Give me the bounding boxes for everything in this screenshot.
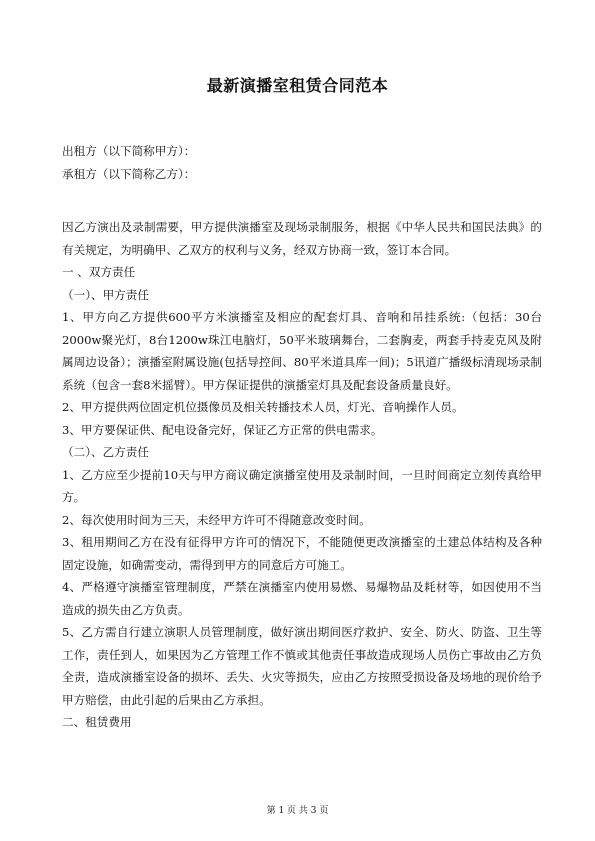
document-body <box>62 140 542 734</box>
clause-b2: 2、每次使用时间为三天，未经甲方许可不得随意改变时间。 <box>62 512 371 527</box>
intro-paragraph: 因乙方演出及录制需要，甲方提供演播室及现场录制服务，根据《中华人民共和国民法典》的有关规定，为明确甲、乙双方的权利与义务，经双方协商一致，签订本合同。 <box>62 220 542 257</box>
clause-b5: 5、乙方需自行建立演职人员管理制度，做好演出期间医疗救护、安全、防火、防盗、卫生等工作，责任到人，如果因为乙方管理工作不慎或其他责任事故造成现场人员伤亡事故由乙方负全责，造成演播室设备的损坏、丢失、火灾等损失，应由乙方按照受损设备及场地的现价给予甲方赔偿，由此引起的后果由乙方承担。 <box>62 625 542 707</box>
clause-a3: 3、甲方要保证供、配电设备完好，保证乙方正常的供电需求。 <box>62 422 383 437</box>
clause-a2: 2、甲方提供两位固定机位摄像员及相关转播技术人员，灯光、音响操作人员。 <box>62 400 464 414</box>
subsection-heading-party-b: （二）、乙方责任 <box>62 445 149 459</box>
section-heading-responsibilities: 一 、双方责任 <box>62 265 136 279</box>
lessee-line: 承租方（以下简称乙方）： <box>62 166 196 181</box>
clause-b1: 1、乙方应至少提前10天与甲方商议确定演播室使用及录制时间，一旦时间商定立刻传真给甲方。 <box>62 467 542 504</box>
lessor-line: 出租方（以下简称甲方）： <box>62 144 196 158</box>
document-title: 最新演播室租赁合同范本 <box>206 76 389 95</box>
clause-a1: 1、甲方向乙方提供600平方米演播室及相应的配套灯具、音响和吊挂系统:（包括：30台2000w聚光灯，8台1200w珠江电脑灯，50平米玻璃舞台，二套胸麦，两套手持麦克风及附属周边设备）；演播室附属设施(包括导控间、80平米道具库一间)；5讯道广播级标清现场录制系统（包含一套8米摇臂）。甲方保证提供的演播室灯具及配套设备质量良好。 <box>62 310 542 392</box>
clause-b3: 3、租用期间乙方在没有征得甲方许可的情况下，不能随便更改演播室的土建总体结构及各种固定设施，如确需变动，需得到甲方的同意后方可施工。 <box>62 535 542 572</box>
page-number-footer: 第 1 页 共 3 页 <box>266 806 329 816</box>
paragraph-gap <box>62 185 542 216</box>
section-heading-rental-fees: 二、租赁费用 <box>62 715 132 729</box>
subsection-heading-party-a: （一）、甲方责任 <box>62 287 149 302</box>
clause-b4: 4、严格遵守演播室管理制度，严禁在演播室内使用易燃、易爆物品及耗材等，如因使用不当造成的损失由乙方负责。 <box>62 580 542 617</box>
